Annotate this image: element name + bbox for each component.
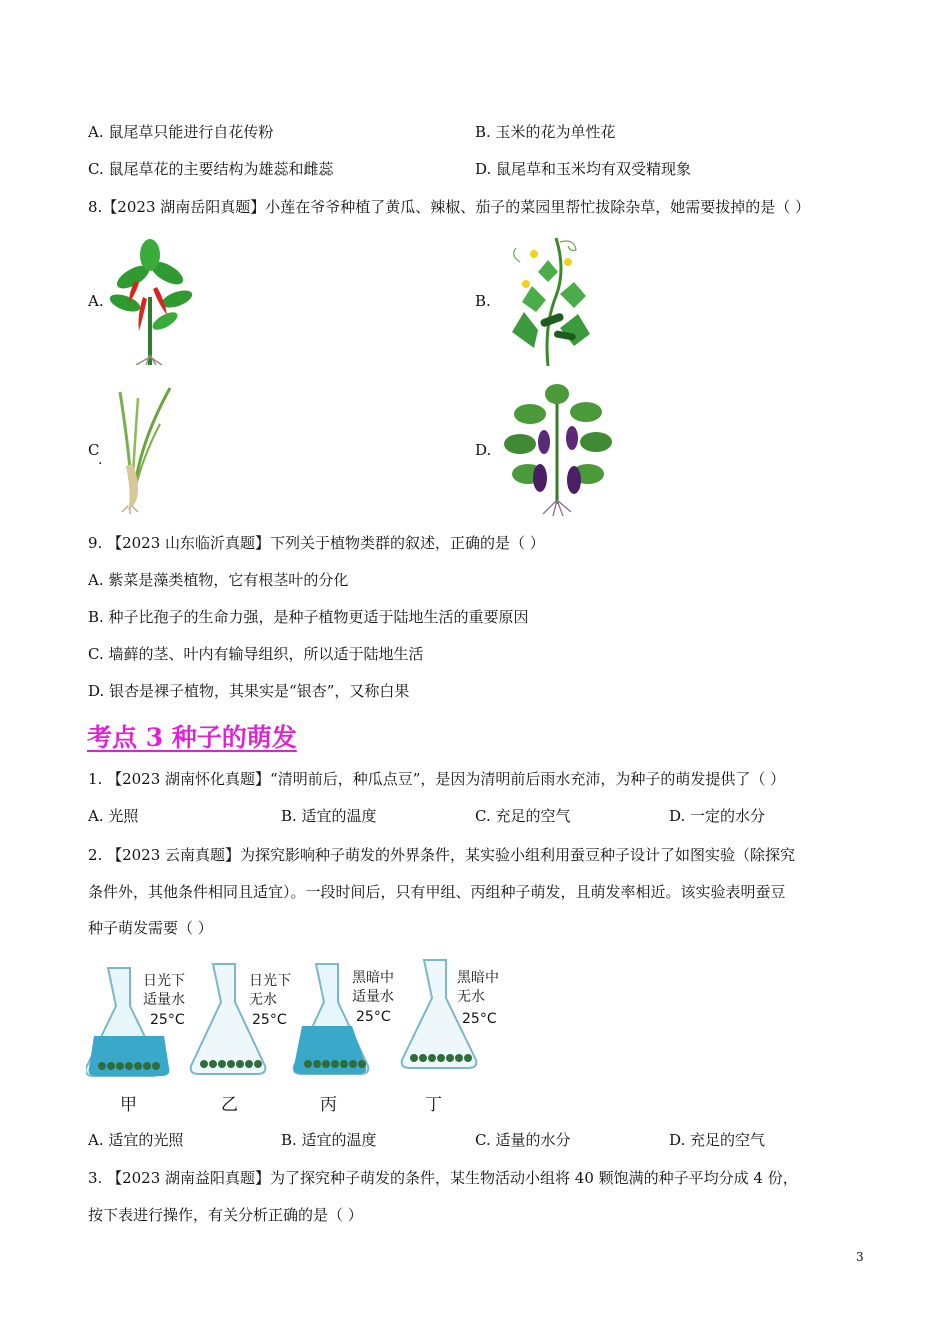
flask-bing-temp: 25°C xyxy=(356,1009,391,1025)
q8-option-c-dot: . xyxy=(98,452,103,468)
q7-option-c: C. 鼠尾草花的主要结构为雄蕊和雌蕊 xyxy=(88,160,334,178)
page-number: 3 xyxy=(856,1250,864,1264)
s3-stem-line1: 3. 【2023 湖南益阳真题】为了探究种子萌发的条件，某生物活动小组将 40 颗饱满的种子平均分成 4 份， xyxy=(88,1169,798,1187)
flask-jia-temp: 25°C xyxy=(150,1012,185,1028)
q8-option-c-label: C xyxy=(88,441,100,459)
flask-bing-name: 丙 xyxy=(320,1095,337,1115)
section-heading: 考点 3 种子的萌发 xyxy=(87,723,297,752)
s2-option-a: A. 适宜的光照 xyxy=(88,1131,184,1149)
s1-option-d: D. 一定的水分 xyxy=(669,807,766,825)
q8-option-b-label: B. xyxy=(475,292,491,310)
flask-jia-water: 适量水 xyxy=(143,992,185,1008)
s1-stem: 1. 【2023 湖南怀化真题】“清明前后，种瓜点豆”，是因为清明前后雨水充沛，为种子的萌发提供了（ ） xyxy=(88,770,786,788)
q9-option-b: B. 种子比孢子的生命力强，是种子植物更适于陆地生活的重要原因 xyxy=(88,608,529,626)
q9-option-a: A. 紫菜是藻类植物，它有根茎叶的分化 xyxy=(88,571,349,589)
flask-ding-temp: 25°C xyxy=(462,1011,497,1027)
pepper-plant-image xyxy=(105,237,195,365)
cucumber-plant-image xyxy=(498,232,603,366)
q8-option-a-label: A. xyxy=(88,292,104,310)
s2-option-b: B. 适宜的温度 xyxy=(281,1131,377,1149)
eggplant-plant-image xyxy=(500,382,615,518)
flask-ding-light: 黑暗中 xyxy=(457,970,499,986)
flask-ding-name: 丁 xyxy=(425,1095,442,1115)
flask-ding-water: 无水 xyxy=(457,989,485,1005)
s2-stem-line2: 条件外，其他条件相同且适宜）。一段时间后，只有甲组、丙组种子萌发，且萌发率相近。该实验表明蚕豆 xyxy=(88,883,786,901)
flask-yi-water: 无水 xyxy=(249,992,277,1008)
weed-grass-image xyxy=(110,386,175,514)
flask-bing-light: 黑暗中 xyxy=(352,970,394,986)
q7-option-a: A. 鼠尾草只能进行自花传粉 xyxy=(88,123,274,141)
s2-stem-line3: 种子萌发需要（ ） xyxy=(88,919,213,937)
s1-option-c: C. 充足的空气 xyxy=(475,807,571,825)
q7-option-d: D. 鼠尾草和玉米均有双受精现象 xyxy=(475,160,692,178)
q7-option-b: B. 玉米的花为单性花 xyxy=(475,123,616,141)
q9-option-c: C. 墙藓的茎、叶内有输导组织，所以适于陆地生活 xyxy=(88,645,424,663)
s2-stem-line1: 2. 【2023 云南真题】为探究影响种子萌发的外界条件，某实验小组利用蚕豆种子设计了如图实验（除探究 xyxy=(88,846,796,864)
flask-yi-temp: 25°C xyxy=(252,1012,287,1028)
flask-jia-light: 日光下 xyxy=(143,973,185,989)
q9-option-d: D. 银杏是裸子植物，其果实是“银杏”，又称白果 xyxy=(88,682,410,700)
flask-yi-light: 日光下 xyxy=(249,973,291,989)
q8-option-d-label: D. xyxy=(475,441,492,459)
s2-option-d: D. 充足的空气 xyxy=(669,1131,766,1149)
flask-jia-name: 甲 xyxy=(120,1095,137,1115)
s1-option-a: A. 光照 xyxy=(88,807,139,825)
flask-yi-name: 乙 xyxy=(221,1095,238,1115)
s3-stem-line2: 按下表进行操作，有关分析正确的是（ ） xyxy=(88,1206,363,1224)
s1-option-b: B. 适宜的温度 xyxy=(281,807,377,825)
q9-stem: 9. 【2023 山东临沂真题】下列关于植物类群的叙述，正确的是（ ） xyxy=(88,534,545,552)
q8-stem: 8.【2023 湖南岳阳真题】小莲在爷爷种植了黄瓜、辣椒、茄子的菜园里帮忙拔除杂草，她需要拔掉的是（ ） xyxy=(88,198,811,216)
flask-bing-water: 适量水 xyxy=(352,989,394,1005)
s2-option-c: C. 适量的水分 xyxy=(475,1131,571,1149)
